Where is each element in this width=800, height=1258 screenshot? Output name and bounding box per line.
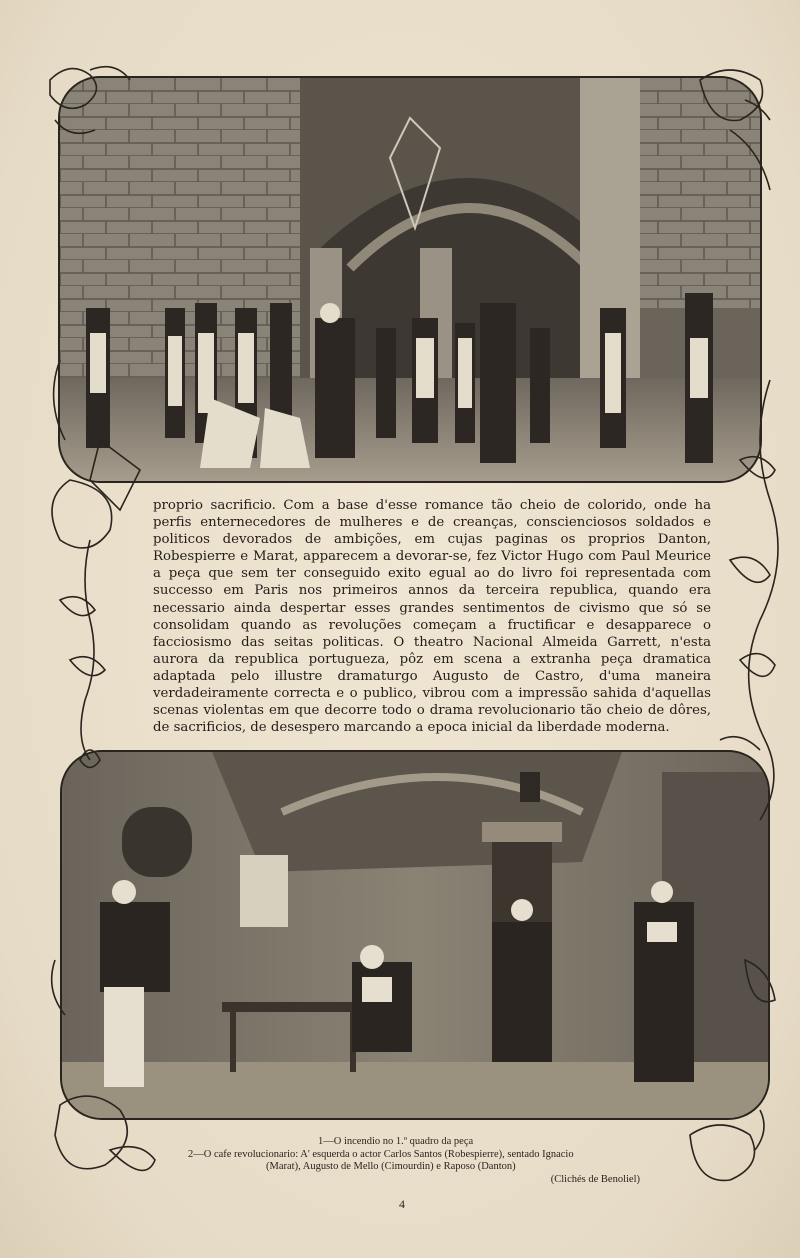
article-body-text: proprio sacrificio. Com a base d'esse romance tão cheio de colorido, onde ha perfis enternecedores de mulheres e de creanças, conscienciosos soldados e politicos devorados de ambições, em cujas paginas os proprios Danton, Robespierre e Marat, apparecem a devorar-se, fez Victor Hugo com Paul Meurice a peça que sem ter conseguido exito egual ao do livro foi representada com successo em Paris nos primeiros annos da terceira republica, quando era necessario ainda despertar esses grandes sentimentos de civismo que só se consolidam quando as revoluções começam a fructificar e desapparece o facciosismo das seitas politicas. O theatro Nacional Almeida Garrett, n'esta aurora da republica portugueza, pôz em scena a extranha peça dramatica adaptada pelo illustre dramaturgo Augusto de Castro, d'uma maneira verdadeiramente correcta e o publico, vibrou com a impressão sahida d'aquellas scenas violentas em que decorre todo o drama revolucionario tão cheio de dôres, de sacrificios, de desespero marcando a epoca inicial da liberdade moderna.: [153, 498, 711, 736]
caption-line-2: 2—O cafe revolucionario: A' esquerda o actor Carlos Santos (Robespierre), sentado Ignacio: [188, 1148, 574, 1160]
photo-cafe-scene: [60, 750, 770, 1120]
caption-photo-credit: (Clichés de Benoliel): [550, 1173, 640, 1185]
page-number: 4: [399, 1197, 405, 1211]
photo-fire-scene-image: [60, 78, 760, 481]
caption-line-3: (Marat), Augusto de Mello (Cimourdin) e Raposo (Danton): [266, 1161, 516, 1173]
photo-fire-scene: [58, 76, 762, 483]
caption-line-1: 1—O incendio no 1.º quadro da peça: [318, 1136, 474, 1147]
photo-cafe-scene-image: [62, 752, 768, 1118]
photo-captions: [170, 1136, 650, 1186]
